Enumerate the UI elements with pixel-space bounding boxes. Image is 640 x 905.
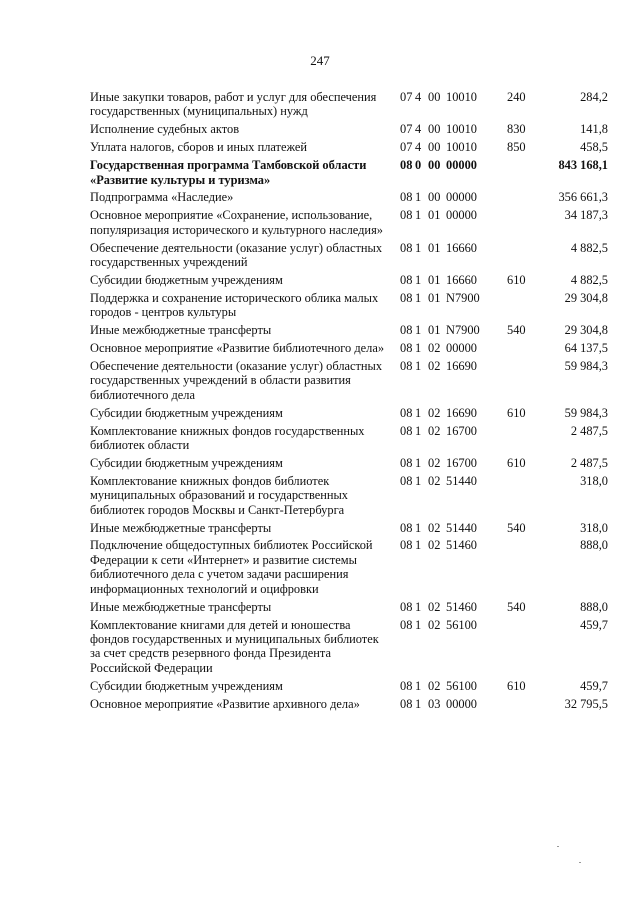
code-program: 1 — [415, 190, 422, 205]
code-subprogram: 00 — [428, 190, 441, 205]
code-section: 08 — [400, 678, 413, 693]
row-code — [400, 190, 477, 204]
row-name: Подключение общедоступных библиотек Российской Федерации к сети «Интернет» и развитие системы библиотечного дела с учетом задачи расширения информационных технологий и оцифровки — [90, 538, 373, 596]
row-code — [400, 158, 477, 172]
row-sum: 59 984,3 — [564, 359, 608, 373]
code-subprogram: 00 — [428, 90, 441, 104]
row-sum: 64 137,5 — [564, 341, 608, 356]
code-subprogram: 02 — [428, 455, 441, 470]
row-sum: 141,8 — [580, 122, 608, 137]
code-direction: 16700 — [446, 423, 477, 438]
code-direction: 56100 — [446, 617, 477, 632]
table-row — [0, 341, 640, 355]
row-name: Субсидии бюджетным учреждениям — [90, 678, 283, 693]
row-sum: 318,0 — [580, 473, 608, 488]
scan-speck — [579, 862, 581, 863]
row-expense-type: 830 — [507, 122, 526, 137]
row-sum: 34 187,3 — [564, 208, 608, 223]
code-subprogram: 00 — [428, 140, 441, 155]
code-program: 1 — [415, 423, 422, 438]
code-section: 08 — [400, 473, 413, 488]
table-row — [0, 474, 640, 517]
table-row — [0, 90, 640, 119]
code-section: 08 — [400, 158, 413, 173]
code-section: 08 — [400, 696, 413, 711]
row-sum: 2 487,5 — [570, 423, 608, 438]
code-section: 08 — [400, 520, 413, 535]
table-row — [0, 697, 640, 711]
code-program: 1 — [415, 359, 422, 373]
row-sum: 2 487,5 — [570, 455, 608, 470]
row-sum: 4 882,5 — [570, 240, 608, 255]
table-row — [0, 241, 640, 270]
table-row — [0, 158, 640, 187]
code-subprogram: 03 — [428, 696, 441, 711]
row-name: Государственная программа Тамбовской области «Развитие культуры и туризма» — [90, 158, 367, 187]
code-direction: 00000 — [446, 158, 477, 173]
code-subprogram: 01 — [428, 290, 441, 305]
code-program: 1 — [415, 678, 422, 693]
code-subprogram: 02 — [428, 520, 441, 535]
row-name: Основное мероприятие «Развитие архивного дела» — [90, 696, 360, 711]
table-row — [0, 359, 640, 402]
code-section: 08 — [400, 617, 413, 632]
table-row — [0, 323, 640, 337]
code-section: 08 — [400, 323, 413, 338]
code-section: 08 — [400, 208, 413, 223]
row-code — [400, 122, 477, 136]
code-program: 4 — [415, 90, 422, 104]
code-subprogram: 00 — [428, 158, 441, 173]
code-direction: 00000 — [446, 696, 477, 711]
row-name: Субсидии бюджетным учреждениям — [90, 405, 283, 420]
code-program: 1 — [415, 473, 422, 488]
code-subprogram: 01 — [428, 208, 441, 223]
row-code — [400, 241, 477, 255]
table-row — [0, 456, 640, 470]
row-sum: 32 795,5 — [564, 696, 608, 711]
row-code — [400, 618, 477, 632]
code-program: 1 — [415, 405, 422, 420]
code-section: 07 — [400, 122, 413, 137]
code-section: 08 — [400, 341, 413, 356]
code-program: 1 — [415, 290, 422, 305]
row-expense-type: 610 — [507, 678, 526, 693]
row-name: Комплектование книжных фондов библиотек муниципальных образований и государственных библиотек городов Москвы и Санкт-Петербурга — [90, 473, 349, 517]
row-code — [400, 323, 480, 337]
row-name: Комплектование книжных фондов государственных библиотек области — [90, 423, 365, 453]
code-direction: 10010 — [446, 122, 477, 137]
table-row — [0, 538, 640, 596]
row-name: Иные межбюджетные трансферты — [90, 323, 272, 338]
code-section: 08 — [400, 423, 413, 438]
row-name: Основное мероприятие «Сохранение, использование, популяризация исторического и культурного наследия» — [90, 208, 383, 237]
code-program: 1 — [415, 696, 422, 711]
code-section: 08 — [400, 290, 413, 305]
code-subprogram: 01 — [428, 323, 441, 338]
code-direction: 10010 — [446, 140, 477, 155]
scan-speck — [557, 846, 559, 847]
row-name: Иные закупки товаров, работ и услуг для обеспечения государственных (муниципальных) нужд — [90, 90, 377, 119]
row-name: Поддержка и сохранение исторического облика малых городов - центров культуры — [90, 290, 379, 320]
row-code — [400, 456, 477, 470]
code-section: 07 — [400, 140, 413, 155]
row-name: Основное мероприятие «Развитие библиотечного дела» — [90, 341, 385, 356]
code-section: 08 — [400, 240, 413, 255]
code-direction: 16660 — [446, 240, 477, 255]
row-code — [400, 474, 477, 488]
row-expense-type: 610 — [507, 272, 526, 287]
row-name: Обеспечение деятельности (оказание услуг) областных государственных учреждений в области развития библиотечного дела — [90, 359, 383, 402]
row-name: Уплата налогов, сборов и иных платежей — [90, 140, 308, 155]
row-name: Иные межбюджетные трансферты — [90, 520, 272, 535]
code-direction: 00000 — [446, 341, 477, 356]
code-subprogram: 02 — [428, 405, 441, 420]
table-row — [0, 291, 640, 320]
row-name: Комплектование книгами для детей и юношества фондов государственных и муниципальных библиотек за счет средств резервного фонда Президента Российской Федерации — [90, 617, 379, 675]
table-row — [0, 190, 640, 204]
code-subprogram: 02 — [428, 423, 441, 438]
row-code — [400, 424, 477, 438]
code-section: 08 — [400, 405, 413, 420]
code-section: 08 — [400, 455, 413, 470]
code-program: 1 — [415, 272, 422, 287]
code-direction: N7900 — [446, 290, 480, 305]
row-name: Подпрограмма «Наследие» — [90, 190, 234, 205]
row-name: Субсидии бюджетным учреждениям — [90, 272, 283, 287]
budget-table — [0, 90, 640, 714]
code-section: 07 — [400, 90, 413, 104]
code-subprogram: 02 — [428, 678, 441, 693]
code-subprogram: 02 — [428, 359, 441, 373]
code-direction: 16690 — [446, 405, 477, 420]
code-program: 1 — [415, 208, 422, 223]
code-program: 4 — [415, 140, 422, 155]
code-direction: 51440 — [446, 473, 477, 488]
row-expense-type: 540 — [507, 323, 526, 338]
table-row — [0, 600, 640, 614]
row-code — [400, 208, 477, 222]
row-expense-type: 610 — [507, 455, 526, 470]
code-subprogram: 01 — [428, 272, 441, 287]
code-program: 1 — [415, 538, 422, 553]
row-code — [400, 679, 477, 693]
code-direction: 16700 — [446, 455, 477, 470]
row-code — [400, 538, 477, 552]
code-subprogram: 00 — [428, 122, 441, 137]
code-section: 08 — [400, 599, 413, 614]
row-name: Субсидии бюджетным учреждениям — [90, 455, 283, 470]
code-program: 1 — [415, 323, 422, 338]
row-sum: 459,7 — [580, 617, 608, 632]
table-row — [0, 208, 640, 237]
code-subprogram: 02 — [428, 599, 441, 614]
row-sum: 4 882,5 — [570, 272, 608, 287]
row-code — [400, 291, 480, 305]
row-code — [400, 341, 477, 355]
code-subprogram: 02 — [428, 341, 441, 356]
row-code — [400, 90, 477, 104]
table-row — [0, 521, 640, 535]
row-code — [400, 406, 477, 420]
code-program: 1 — [415, 599, 422, 614]
row-code — [400, 273, 477, 287]
code-section: 08 — [400, 538, 413, 553]
row-code — [400, 521, 477, 535]
code-program: 1 — [415, 617, 422, 632]
table-row — [0, 273, 640, 287]
row-sum: 458,5 — [580, 140, 608, 155]
code-direction: 10010 — [446, 90, 477, 104]
row-expense-type: 540 — [507, 520, 526, 535]
code-program: 4 — [415, 122, 422, 137]
row-code — [400, 600, 477, 614]
table-row — [0, 618, 640, 676]
row-sum: 59 984,3 — [564, 405, 608, 420]
table-row — [0, 679, 640, 693]
row-sum: 356 661,3 — [558, 190, 608, 205]
code-section: 08 — [400, 359, 413, 373]
row-sum: 459,7 — [580, 678, 608, 693]
row-sum: 843 168,1 — [558, 158, 608, 173]
code-program: 0 — [415, 158, 422, 173]
code-subprogram: 02 — [428, 617, 441, 632]
table-row — [0, 424, 640, 453]
row-sum: 318,0 — [580, 520, 608, 535]
row-name: Обеспечение деятельности (оказание услуг) областных государственных учреждений — [90, 240, 383, 270]
row-expense-type: 610 — [507, 405, 526, 420]
row-code — [400, 140, 477, 154]
row-code — [400, 697, 477, 711]
row-name: Иные межбюджетные трансферты — [90, 599, 272, 614]
row-expense-type: 240 — [507, 90, 526, 104]
code-direction: 00000 — [446, 190, 477, 205]
code-program: 1 — [415, 341, 422, 356]
table-row — [0, 140, 640, 154]
code-direction: 51460 — [446, 599, 477, 614]
row-name: Исполнение судебных актов — [90, 122, 240, 137]
row-sum: 29 304,8 — [564, 323, 608, 338]
row-code — [400, 359, 477, 373]
code-program: 1 — [415, 520, 422, 535]
table-row — [0, 122, 640, 136]
code-program: 1 — [415, 240, 422, 255]
code-direction: 56100 — [446, 678, 477, 693]
code-subprogram: 01 — [428, 240, 441, 255]
page-number: 247 — [310, 53, 330, 68]
row-sum: 29 304,8 — [564, 290, 608, 305]
code-direction: 51460 — [446, 538, 477, 553]
code-subprogram: 02 — [428, 538, 441, 553]
row-expense-type: 850 — [507, 140, 526, 155]
code-direction: 51440 — [446, 520, 477, 535]
code-direction: 00000 — [446, 208, 477, 223]
code-direction: N7900 — [446, 323, 480, 338]
row-sum: 888,0 — [580, 599, 608, 614]
row-sum: 284,2 — [580, 90, 608, 104]
code-section: 08 — [400, 272, 413, 287]
code-direction: 16660 — [446, 272, 477, 287]
code-direction: 16690 — [446, 359, 477, 373]
row-sum: 888,0 — [580, 538, 608, 553]
code-section: 08 — [400, 190, 413, 205]
code-program: 1 — [415, 455, 422, 470]
row-expense-type: 540 — [507, 599, 526, 614]
code-subprogram: 02 — [428, 473, 441, 488]
table-row — [0, 406, 640, 420]
